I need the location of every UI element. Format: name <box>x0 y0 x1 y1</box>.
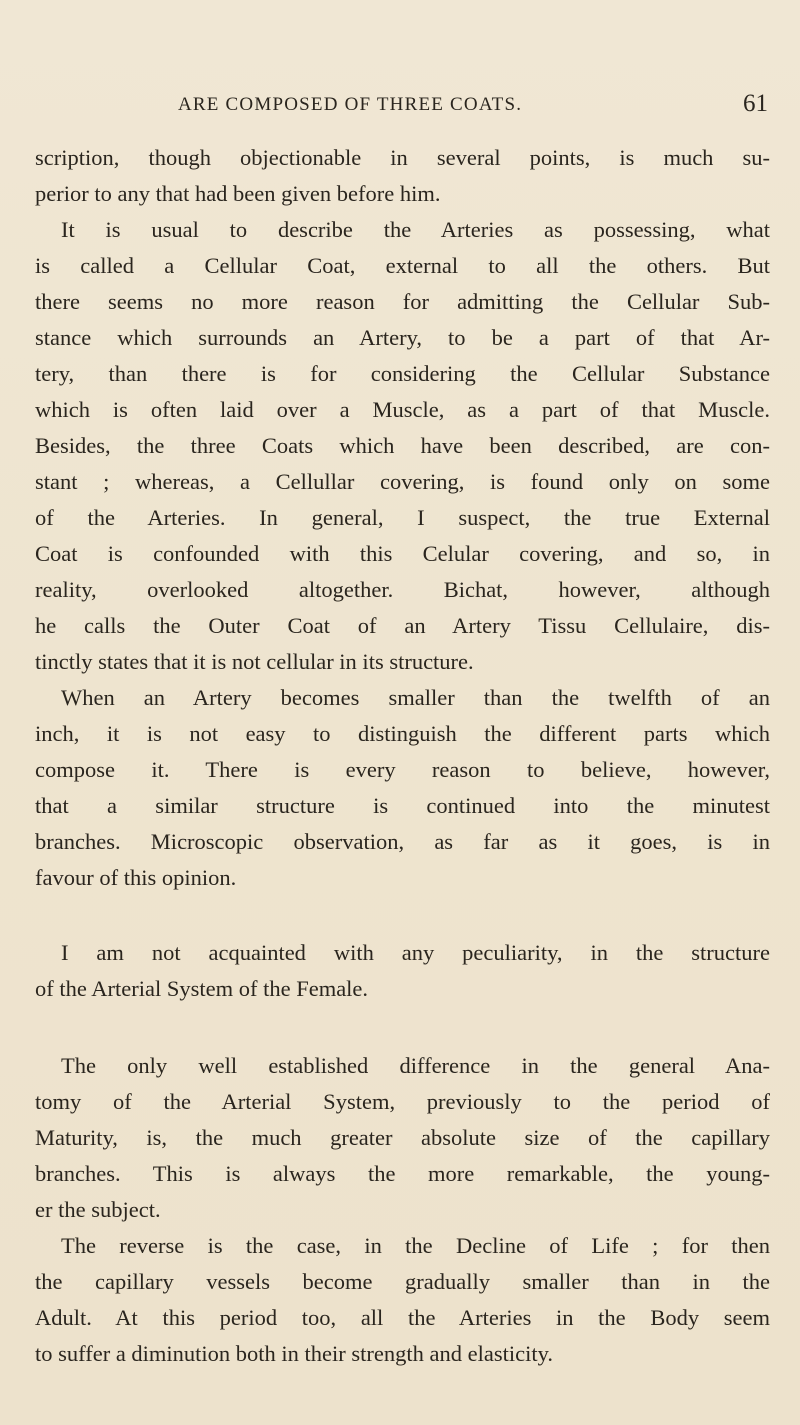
text-line: tinctly states that it is not cellular in its structure. <box>35 649 474 674</box>
paragraph-1 <box>35 140 770 212</box>
text-line: inch, it is not easy to distinguish the different parts which <box>35 721 770 746</box>
paragraph-3 <box>35 680 770 896</box>
paragraph-5 <box>35 1048 770 1228</box>
text-line: perior to any that had been given before him. <box>35 181 441 206</box>
text-line: It is usual to describe the Arteries as possessing, what <box>61 217 770 242</box>
running-title: ARE COMPOSED OF THREE COATS. <box>178 94 523 115</box>
text-line: there seems no more reason for admitting the Cellular Sub- <box>35 289 770 314</box>
paragraph-2 <box>35 212 770 680</box>
page-header <box>178 90 768 126</box>
text-line: stant ; whereas, a Cellullar covering, is found only on some <box>35 469 770 494</box>
text-line: When an Artery becomes smaller than the twelfth of an <box>61 685 770 710</box>
text-line: to suffer a diminution both in their strength and elasticity. <box>35 1341 554 1366</box>
paragraph-6 <box>35 1228 770 1372</box>
text-line: stance which surrounds an Artery, to be a part of that Ar- <box>35 325 770 350</box>
text-line: that a similar structure is continued into the minutest <box>35 793 770 818</box>
text-line: branches. This is always the more remarkable, the young- <box>35 1161 770 1186</box>
text-line: Besides, the three Coats which have been described, are con- <box>35 433 770 458</box>
page-number: 61 <box>743 90 768 117</box>
text-line: reality, overlooked altogether. Bichat, however, although <box>35 577 770 602</box>
text-line: Coat is confounded with this Celular covering, and so, in <box>35 541 770 566</box>
paragraph-4 <box>35 935 770 1007</box>
text-line: compose it. There is every reason to believe, however, <box>35 757 770 782</box>
text-line: I am not acquainted with any peculiarity, in the structure <box>61 940 770 965</box>
text-line: he calls the Outer Coat of an Artery Tissu Cellulaire, dis- <box>35 613 770 638</box>
text-line: of the Arteries. In general, I suspect, the true External <box>35 505 770 530</box>
text-line: The only well established difference in the general Ana- <box>61 1053 770 1078</box>
text-line: favour of this opinion. <box>35 865 237 890</box>
text-line: scription, though objectionable in several points, is much su- <box>35 145 770 170</box>
text-line: Maturity, is, the much greater absolute size of the capillary <box>35 1125 770 1150</box>
text-line: Adult. At this period too, all the Arteries in the Body seem <box>35 1305 770 1330</box>
text-line: tery, than there is for considering the Cellular Substance <box>35 361 770 386</box>
text-line: branches. Microscopic observation, as far as it goes, is in <box>35 829 770 854</box>
text-line: which is often laid over a Muscle, as a part of that Muscle. <box>35 397 770 422</box>
text-line: er the subject. <box>35 1197 161 1222</box>
text-line: The reverse is the case, in the Decline of Life ; for then <box>61 1233 770 1258</box>
text-line: the capillary vessels become gradually smaller than in the <box>35 1269 770 1294</box>
text-line: of the Arterial System of the Female. <box>35 976 369 1001</box>
text-line: is called a Cellular Coat, external to all the others. But <box>35 253 770 278</box>
text-line: tomy of the Arterial System, previously to the period of <box>35 1089 770 1114</box>
